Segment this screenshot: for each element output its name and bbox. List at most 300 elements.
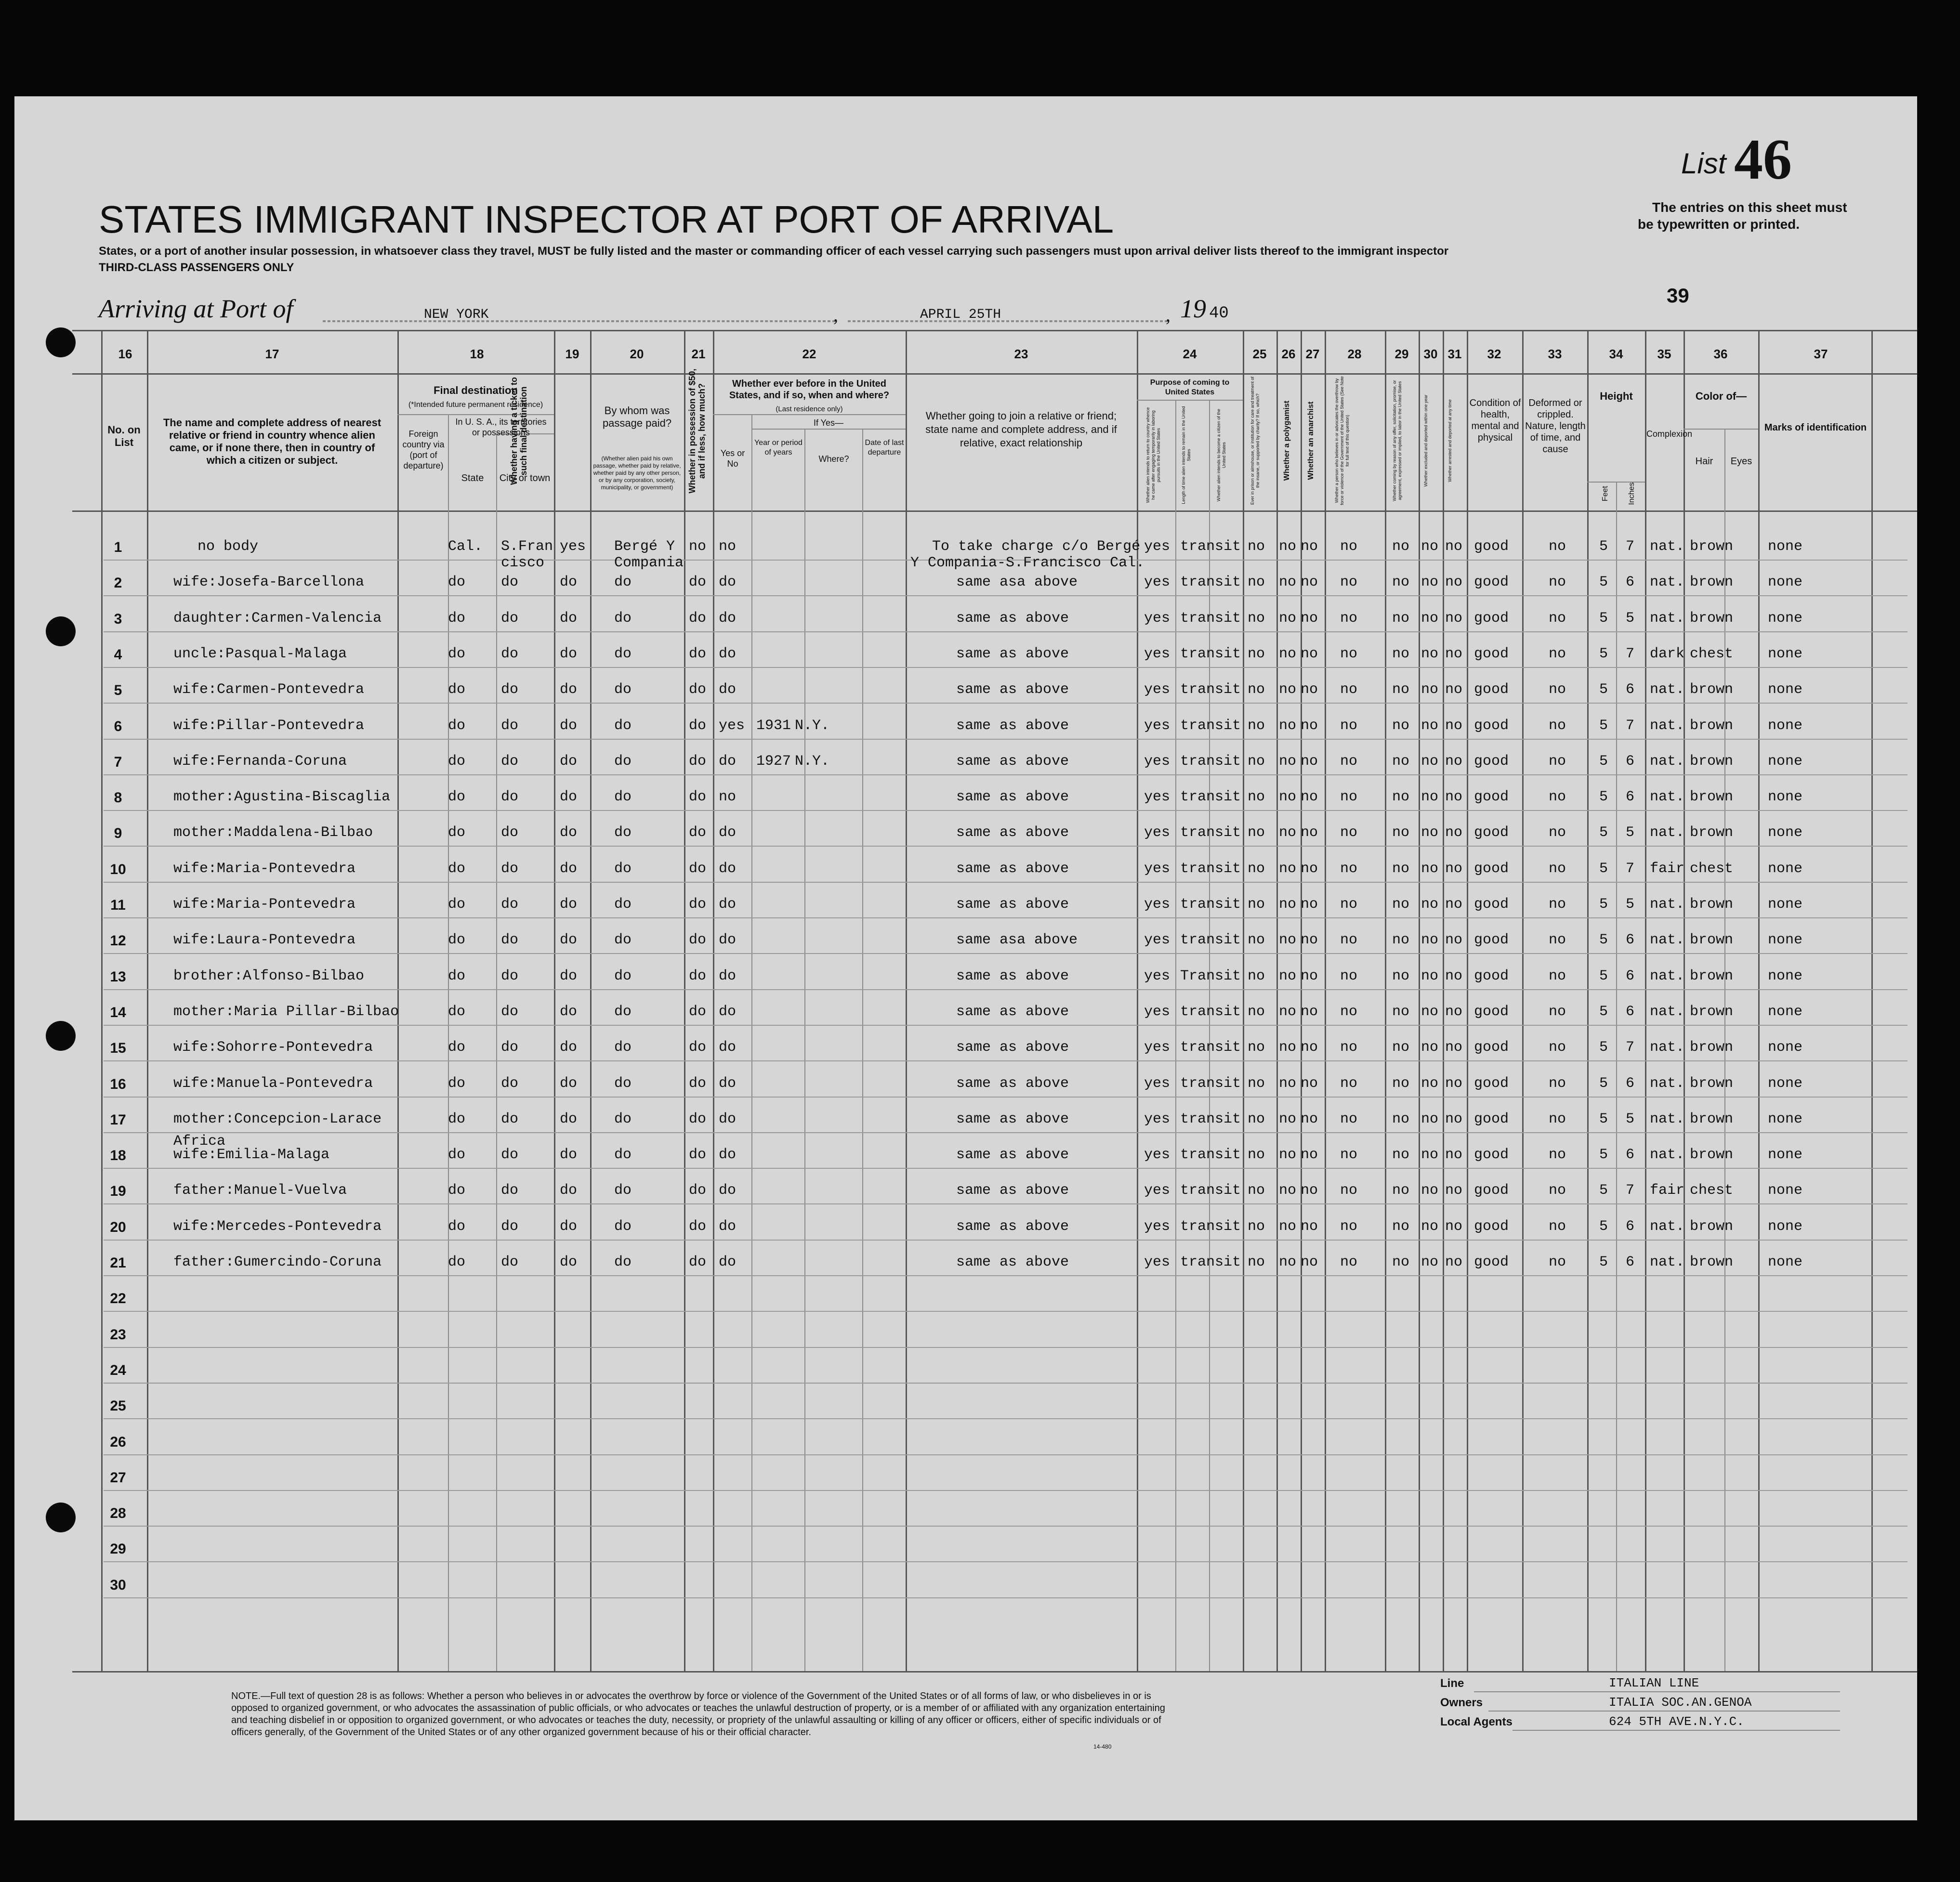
cell-feet: 5 [1599,1111,1608,1127]
header-q30: Whether excluded and deported within one year [1423,394,1428,487]
header-final-destination: Final destination [434,384,518,396]
cell-ticket: do [560,824,578,841]
cell-rel: wife:Carmen-Pontevedra [173,681,365,698]
cell-health: good [1474,718,1509,734]
cell-complexion: nat. [1650,1075,1685,1092]
cell-ever: do [719,1004,737,1020]
cell-c30: no [1421,753,1439,770]
cell-c30: no [1421,610,1439,627]
cell-city: S.Fran [501,538,553,555]
cell-c28: no [1340,968,1358,984]
cell-c29: no [1392,1039,1410,1056]
cell-state: do [448,968,466,984]
cell-c26: no [1279,1111,1297,1127]
form-number: 14-480 [1093,1743,1112,1750]
cell-purpose: yes [1144,1039,1171,1056]
cell-c25: no [1248,1075,1265,1092]
cell-rel: wife:Manuela-Pontevedra [173,1075,373,1092]
cell-c25: no [1248,1147,1265,1163]
row-number: 1 [114,539,122,555]
cell-complexion: nat. [1650,1039,1685,1056]
cell-purpose: yes [1144,932,1171,948]
cell-join: same as above [956,1075,1069,1092]
cell-marks: none [1768,896,1803,913]
cell-paid: do [614,824,632,841]
cell-marks: none [1768,574,1803,590]
cell-city: do [501,1039,519,1056]
cell-c31: no [1445,1039,1463,1056]
cell-state: do [448,1004,466,1020]
cell-c25: no [1248,1004,1265,1020]
cell-marks: none [1768,1147,1803,1163]
cell-complexion: nat. [1650,574,1685,590]
cell-state: do [448,896,466,913]
cell-state: do [448,681,466,698]
row-number: 15 [110,1040,126,1056]
cell-c31: no [1445,1182,1463,1199]
cell-inches: 6 [1626,789,1635,805]
cell-c26: no [1279,1182,1297,1199]
cell-c25: no [1248,1254,1265,1270]
row-number: 21 [110,1255,126,1271]
cell-deformed: no [1549,1111,1566,1127]
cell-inches: 7 [1626,1039,1635,1056]
cell-c30: no [1421,1039,1439,1056]
cell-c31: no [1445,1111,1463,1127]
cell-deformed: no [1549,718,1566,734]
cell-rel: wife:Josefa-Barcellona [173,574,365,590]
column-number: 29 [1394,347,1409,361]
cell-c29: no [1392,968,1410,984]
cell-city: do [501,968,519,984]
header-foreign-country: Foreign country via (port of departure) [402,429,445,470]
cell-marks: none [1768,1004,1803,1020]
cell-join: same as above [956,1039,1069,1056]
cell-c28: no [1340,1182,1358,1199]
cell-length: transit [1180,1182,1241,1199]
entries-note: be typewritten or printed. [1638,217,1800,232]
row-number: 17 [110,1112,126,1128]
cell-ticket: do [560,1218,578,1235]
cell-paid: do [614,718,632,734]
cell-c26: no [1279,824,1297,841]
cell-c26: no [1279,610,1297,627]
cell-ever: do [719,646,737,662]
row-number: 4 [114,647,122,663]
cell-c25: no [1248,861,1265,877]
cell-ever: do [719,1218,737,1235]
cell-c26: no [1279,1147,1297,1163]
row-number: 24 [110,1362,126,1378]
column-number: 22 [802,347,816,361]
cell-ever: do [719,610,737,627]
cell-inches: 7 [1626,538,1635,555]
cell-purpose: yes [1144,610,1171,627]
cell-c26: no [1279,1254,1297,1270]
cell-hair: chest [1690,1182,1734,1199]
header-ticket: Whether having a ticket to such final destination [509,377,528,485]
cell-state: do [448,610,466,627]
column-number: 26 [1281,347,1296,361]
cell-c25: no [1248,1218,1265,1235]
cell-c29: no [1392,1254,1410,1270]
header-anarchist: Whether an anarchist [1307,401,1315,480]
cell-c25: no [1248,1039,1265,1056]
cell-complexion: nat. [1650,1147,1685,1163]
cell-hair: brown [1690,932,1734,948]
cell-state: do [448,789,466,805]
cell-c28: no [1340,538,1358,555]
cell-complexion: fair [1650,1182,1685,1199]
cell-fifty: do [689,1218,707,1235]
cell-join: same as above [956,861,1069,877]
header-complexion: Complexion [1646,429,1693,439]
cell-complexion: nat. [1650,1111,1685,1127]
cell-c31: no [1445,968,1463,984]
cell-join: same as above [956,681,1069,698]
cell-ever: do [719,1182,737,1199]
row-number: 26 [110,1434,126,1450]
cell-join: same as above [956,1218,1069,1235]
cell-ever: do [719,1147,737,1163]
cell-c26: no [1279,896,1297,913]
cell-complexion: nat. [1650,1004,1685,1020]
cell-health: good [1474,932,1509,948]
cell-paid: do [614,1147,632,1163]
cell-ever: do [719,932,737,948]
header-passage-paid: By whom was passage paid? [602,405,672,429]
cell-city: do [501,824,519,841]
cell-c29: no [1392,932,1410,948]
list-label: List [1681,147,1726,180]
cell-c30: no [1421,1075,1439,1092]
cell-fifty: do [689,932,707,948]
cell-join: same as above [956,789,1069,805]
cell-ever: yes [719,718,745,734]
header-no-on-list: No. on List [107,424,141,448]
cell-deformed: no [1549,681,1566,698]
cell-fifty: do [689,1254,707,1270]
cell-c29: no [1392,1111,1410,1127]
cell-c30: no [1421,574,1439,590]
cell-join: same as above [956,753,1069,770]
cell-c26: no [1279,753,1297,770]
cell-ticket: do [560,753,578,770]
header-color-of: Color of— [1695,390,1747,402]
cell-c29: no [1392,861,1410,877]
cell-city: do [501,610,519,627]
cell-hair: brown [1690,1218,1734,1235]
cell-join: same as above [956,718,1069,734]
header-purpose-c: Whether alien intends to become a citizen of the United States [1216,408,1226,502]
sheet-number: 39 [1667,284,1689,307]
cell-city: do [501,1004,519,1020]
row-number: 14 [110,1005,126,1020]
cell-ever: do [719,1111,737,1127]
cell-ticket: do [560,610,578,627]
row-number: 25 [110,1398,126,1414]
cell-paid: do [614,861,632,877]
cell-inches: 6 [1626,753,1635,770]
cell-where: N.Y. [795,718,830,734]
cell-ticket: do [560,718,578,734]
cell-paid: do [614,1075,632,1092]
cell-marks: none [1768,1218,1803,1235]
cell-hair: brown [1690,789,1734,805]
column-number: 31 [1447,347,1462,361]
cell-c25: no [1248,896,1265,913]
cell-city: do [501,753,519,770]
column-number: 19 [565,347,579,361]
arriving-label: Arriving at Port of [99,294,293,323]
cell-marks: none [1768,646,1803,662]
header-if-yes: If Yes— [813,418,844,428]
cell-c25: no [1248,574,1265,590]
cell-inches: 5 [1626,824,1635,841]
cell-paid: Bergé Y [614,538,675,555]
cell-purpose: yes [1144,681,1171,698]
cell-paid: do [614,1111,632,1127]
cell-ever: do [719,681,737,698]
cell-join: same as above [956,968,1069,984]
cell-c29: no [1392,646,1410,662]
header-q28: Whether a person who believes in or advocates the overthrow by force or violence of the Government of the United States (See Note for full text of this question) [1334,376,1350,505]
row-number: 30 [110,1577,126,1593]
cell-c29: no [1392,824,1410,841]
cell-fifty: do [689,681,707,698]
cell-c25: no [1248,646,1265,662]
cell-c30: no [1421,1182,1439,1199]
year-prefix: 19 [1180,294,1206,323]
cell-deformed: no [1549,861,1566,877]
cell-c28: no [1340,1218,1358,1235]
cell-c31: no [1445,646,1463,662]
row-number: 12 [110,933,126,949]
cell-c30: no [1421,681,1439,698]
header-city: City or town [499,473,551,484]
cell-paid: do [614,681,632,698]
cell-health: good [1474,753,1509,770]
cell-fifty: do [689,1075,707,1092]
cell-city: do [501,1111,519,1127]
cell-paid: do [614,753,632,770]
cell-ever: do [719,1075,737,1092]
cell-marks: none [1768,1182,1803,1199]
cell-c28: no [1340,1254,1358,1270]
cell-ticket: yes [560,538,586,555]
cell-marks: none [1768,1039,1803,1056]
cell-c30: no [1421,718,1439,734]
cell-ever: do [719,861,737,877]
row-number: 13 [110,969,126,985]
cell-c29: no [1392,718,1410,734]
cell-length: transit [1180,718,1241,734]
cell-hair: brown [1690,1147,1734,1163]
cell-join: same as above [956,1147,1069,1163]
row-number: 9 [114,825,122,841]
cell-fifty: do [689,1004,707,1020]
column-number: 35 [1657,347,1671,361]
row-number: 7 [114,754,122,770]
cell-ticket: do [560,681,578,698]
cell-paid: do [614,1039,632,1056]
cell-complexion: nat. [1650,789,1685,805]
cell-c25: no [1248,932,1265,948]
cell-c26: no [1279,1218,1297,1235]
cell-fifty: do [689,1111,707,1127]
cell-purpose: yes [1144,896,1171,913]
cell-rel: mother:Maria Pillar-Bilbao [173,1004,399,1020]
cell-join2: Y Compania-S.Francisco Cal. [910,555,1145,571]
cell-city: do [501,646,519,662]
cell-c28: no [1340,646,1358,662]
cell-c27: no [1301,1039,1318,1056]
cell-rel: wife:Fernanda-Coruna [173,753,347,770]
cell-purpose: yes [1144,1111,1171,1127]
cell-inches: 7 [1626,718,1635,734]
cell-inches: 7 [1626,861,1635,877]
cell-purpose: yes [1144,1254,1171,1270]
cell-c28: no [1340,1075,1358,1092]
cell-health: good [1474,1111,1509,1127]
cell-complexion: fair [1650,861,1685,877]
cell-c26: no [1279,789,1297,805]
cell-state: Cal. [448,538,483,555]
cell-health: good [1474,1182,1509,1199]
row-number: 23 [110,1327,126,1343]
row-number: 29 [110,1541,126,1557]
cell-c30: no [1421,861,1439,877]
column-number: 28 [1347,347,1362,361]
cell-marks: none [1768,753,1803,770]
cell-c30: no [1421,1111,1439,1127]
row-number: 27 [110,1470,126,1486]
cell-hair: chest [1690,646,1734,662]
cell-c27: no [1301,538,1318,555]
cell-rel: wife:Emilia-Malaga [173,1147,330,1163]
header-date-last-departure: Date of last departure [865,439,904,457]
cell-c27: no [1301,1075,1318,1092]
cell-feet: 5 [1599,646,1608,662]
cell-city: do [501,1075,519,1092]
header-passage-note: (Whether alien paid his own passage, whether paid by relative, whether paid by any other person, or by any corporation, society, municipality, or government) [593,455,681,491]
cell-c30: no [1421,824,1439,841]
cell-c29: no [1392,789,1410,805]
cell-join: same as above [956,646,1069,662]
cell-deformed: no [1549,1039,1566,1056]
header-last-residence: (Last residence only) [776,405,843,413]
cell-rel: brother:Alfonso-Bilbao [173,968,365,984]
cell-length: transit [1180,1254,1241,1270]
cell-length: transit [1180,1075,1241,1092]
cell-purpose: yes [1144,718,1171,734]
cell-length: Transit [1180,968,1241,984]
cell-rel: mother:Concepcion-Larace [173,1111,382,1127]
cell-health: good [1474,681,1509,698]
cell-c26: no [1279,681,1297,698]
cell-purpose: yes [1144,574,1171,590]
cell-ticket: do [560,1039,578,1056]
cell-rel: wife:Sohorre-Pontevedra [173,1039,373,1056]
cell-c27: no [1301,1111,1318,1127]
cell-c26: no [1279,968,1297,984]
cell-paid: do [614,789,632,805]
row-number: 20 [110,1219,126,1235]
cell-hair: brown [1690,824,1734,841]
cell-city: do [501,1218,519,1235]
cell-c28: no [1340,1111,1358,1127]
cell-state: do [448,646,466,662]
cell-health: good [1474,1254,1509,1270]
header-where: Where? [818,454,849,464]
owners-label: Owners [1440,1696,1483,1709]
cell-c26: no [1279,538,1297,555]
cell-length: transit [1180,932,1241,948]
cell-fifty: do [689,968,707,984]
cell-c31: no [1445,861,1463,877]
cell-purpose: yes [1144,1147,1171,1163]
cell-feet: 5 [1599,538,1608,555]
cell-health: good [1474,1147,1509,1163]
cell-health: good [1474,1004,1509,1020]
column-number: 18 [470,347,484,361]
row-number: 5 [114,682,122,698]
cell-c28: no [1340,574,1358,590]
cell-feet: 5 [1599,968,1608,984]
header-ever-before: Whether ever before in the United States, and if so, when and where? [729,379,890,401]
manifest-sheet: List 46 The entries on this sheet must be typewritten or printed. STATES IMMIGRANT INSPECTOR AT PORT OF ARRIVAL States, or a port of another insular possession, in whatsoever class they travel, MUST be fully listed and the master or commanding officer of each vessel carrying such passengers must upon arrival deliver lists thereof to the immigrant inspector THIRD-CLASS PASSENGERS ONLY Arriving at Port of NEW YORK , APRIL 25TH , 19 40 39 16 17 18 19 20 21 22 23 24 25 26 27 28 29 30 31 32 33 34 35 36 37 No. on List The name and complete address of nearest relative or friend in country whence alien came, or if none there, then in country of which a citizen or subject. Final destination (*Intended future permanent residence) Foreign country via (port of departure) In U. S. A., its territories or possessions State City or town Whether having a ticket to such final destination By whom was passage paid? (Whether alien paid his own passage, whether paid by relative, whether paid by any other person, or by any corporation, society, municipality, or government) Whether in possession of $50, and if less, how much? Whether ever before in the United States, and if so, when and where? (Last residence only) Yes or No If Yes— Year or period of years Where? Date of last departure Whether going to join a relative or friend; state name and complete address, and if relative, exact relationship Purpose of coming to United States Whether alien intends to return to country whence he came after engaging temporarily in laboring pursuits in the United States Length of time alien intends to remain in the United States Whether alien intends to become a citizen of the United States Ever in prison or almshouse, or institution for care and treatment of the insane, or supported by charity? If so, which? Whether a polygamist Whether an anarchist Whether a person who believes in or advocates the overthrow by force or violence of the Government of the United States (See Note for full text of this question) Whether coming by reason of any offer, solicitation, promise, or agreement, expressed or implied, to labor in the United States Whether excluded and deported within one year Whether arrested and deported at any time Condition of health, mental and physical Deformed or crippled. Nature, length of time, and cause Height Feet Inches Complexion Color of— Hair Eyes Marks of identification 1 no body Cal. S.Fran yes Bergé Y no no To take charge c/o Bergé yes transit no no no no no no no good no 5 7 nat. brown none cisco Compania Y Compania-S.Francisco Cal. 2 wife:Josefa-Barcellona do do do do do do same asa above yes transit no no no no no no no good no 5 6 nat. brown none 3 daughter:Carmen-Valencia do do do do do do same as above yes transit no no no no no no no good no 5 5 nat. brown none 4 uncle:Pasqual-Malaga do do do do do do same as above yes transit no no no no no no no good no 5 7 dark chest none 5 wife:Carmen-Pontevedra do do do do do do same as above yes transit no no no no no no no good no 5 6 nat. brown none 6 wife:Pillar-Pontevedra do do do do do yes 1931 N.Y. same as above yes transit no no no no no no no good no 5 7 nat. brown none 7 wife:Fernanda-Coruna do do do do do do 1927 N.Y. same as above yes transit no no no no no no no good no 5 6 nat. brown none 8 mother:Agustina-Biscaglia do do do do do no same as above yes transit no no no no no no no good no 5 6 nat. brown none 9 mother:Maddalena-Bilbao do do do do do do same as above yes transit no no no no no no no good no 5 5 nat. brown none 10 wife:Maria-Pontevedra do do do do do do same as above yes transit no no no no no no no good no 5 7 fair chest none 11 wife:Maria-Pontevedra do do do do do do same as above yes transit no no no no no no no good no 5 5 nat. brown none 12 wife:Laura-Pontevedra do do do do do do same asa above yes transit no no no no no no no good no 5 6 nat. brown none 13 brother:Alfonso-Bilbao do do do do do do same as above yes Transit no no no no no no no good no 5 6 nat. brown none 14 mother:Maria Pillar-Bilbao do do do do do do same as above yes transit no no no no no no no good no 5 6 nat. brown none 15 wife:Sohorre-Pontevedra do do do do do do same as above yes transit no no no no no no no good no 5 7 nat. brown none 16 wife:Manuela-Pontevedra do do do do do do same as above yes transit no no no no no no no good no 5 6 nat. brown none 17 mother:Concepcion-Larace do do do do do do same as above yes transit no no no no no no no good no 5 5 nat. brown none 18 wife:Emilia-Malaga do do do do do do same as above yes transit no no no no no no no good no 5 6 nat. brown none Africa 19 father:Manuel-Vuelva do do do do do do same as above yes transit no no no no no no no good no 5 7 fair chest none 20 wife:Mercedes-Pontevedra do do do do do do same as above yes transit no no no no no no no good no 5 6 nat. brown none 21 father:Gumercindo-Coruna do do do do do do same as above yes transit no no no no no no no good no 5 6 nat. brown none 22 23 24 25 26 27 28 29 30 NOTE.—Full text of question 28 is as follows: Whether a person who believes in or advocates the overthrow by force or violence of the Government of the United States or of all forms of law, or who disbelieves in or is opposed to organized government, or who advocates the assassination of public officials, or who advocates or teaches the unlawful destruction of property, or is a member of or affiliated with any organization entertaining and teaching disbelief in or opposition to organized government, or who advocates or teaches the duty, necessity, or propriety of the unlawful assaulting or killing of any officer or officers, either of specific individuals or of officers generally, of the Government of the United States or of any other organized government because of his or their official character. 14-480 Line ITALIAN LINE Owners ITALIA SOC.AN.GENOA Local Agents 624 5TH AVE.N.Y.C. [14,96,1917,1820]
cell-inches: 6 [1626,1004,1635,1020]
cell-c29: no [1392,574,1410,590]
cell-ticket: do [560,574,578,590]
row-number: 22 [110,1291,126,1307]
cell-c30: no [1421,646,1439,662]
cell-c29: no [1392,538,1410,555]
cell-inches: 6 [1626,1147,1635,1163]
cell-state: do [448,753,466,770]
cell-city: do [501,718,519,734]
cell-marks: none [1768,861,1803,877]
cell-ticket: do [560,1004,578,1020]
punch-hole [46,327,76,357]
cell-feet: 5 [1599,718,1608,734]
cell-c27: no [1301,896,1318,913]
header-prison: Ever in prison or almshouse, or institution for care and treatment of the insane, or supported by charity? If so, which? [1250,376,1260,505]
cell-complexion: nat. [1650,718,1685,734]
cell-hair: brown [1690,681,1734,698]
cell-length: transit [1180,1111,1241,1127]
cell-ticket: do [560,968,578,984]
header-year-period: Year or period of years [754,439,802,457]
cell-marks: none [1768,789,1803,805]
cell-ever: no [719,538,737,555]
cell-state: do [448,1218,466,1235]
cell-c31: no [1445,1004,1463,1020]
cell-inches: 6 [1626,574,1635,590]
cell-c31: no [1445,896,1463,913]
cell-inches: 5 [1626,896,1635,913]
cell-join: same as above [956,1111,1069,1127]
cell-c31: no [1445,932,1463,948]
cell-length: transit [1180,861,1241,877]
column-number: 25 [1252,347,1267,361]
cell-ever: do [719,824,737,841]
cell-marks: none [1768,824,1803,841]
cell-ticket: do [560,1182,578,1199]
header-health: Condition of health, mental and physical [1469,398,1521,443]
cell-c28: no [1340,1147,1358,1163]
cell-feet: 5 [1599,1218,1608,1235]
